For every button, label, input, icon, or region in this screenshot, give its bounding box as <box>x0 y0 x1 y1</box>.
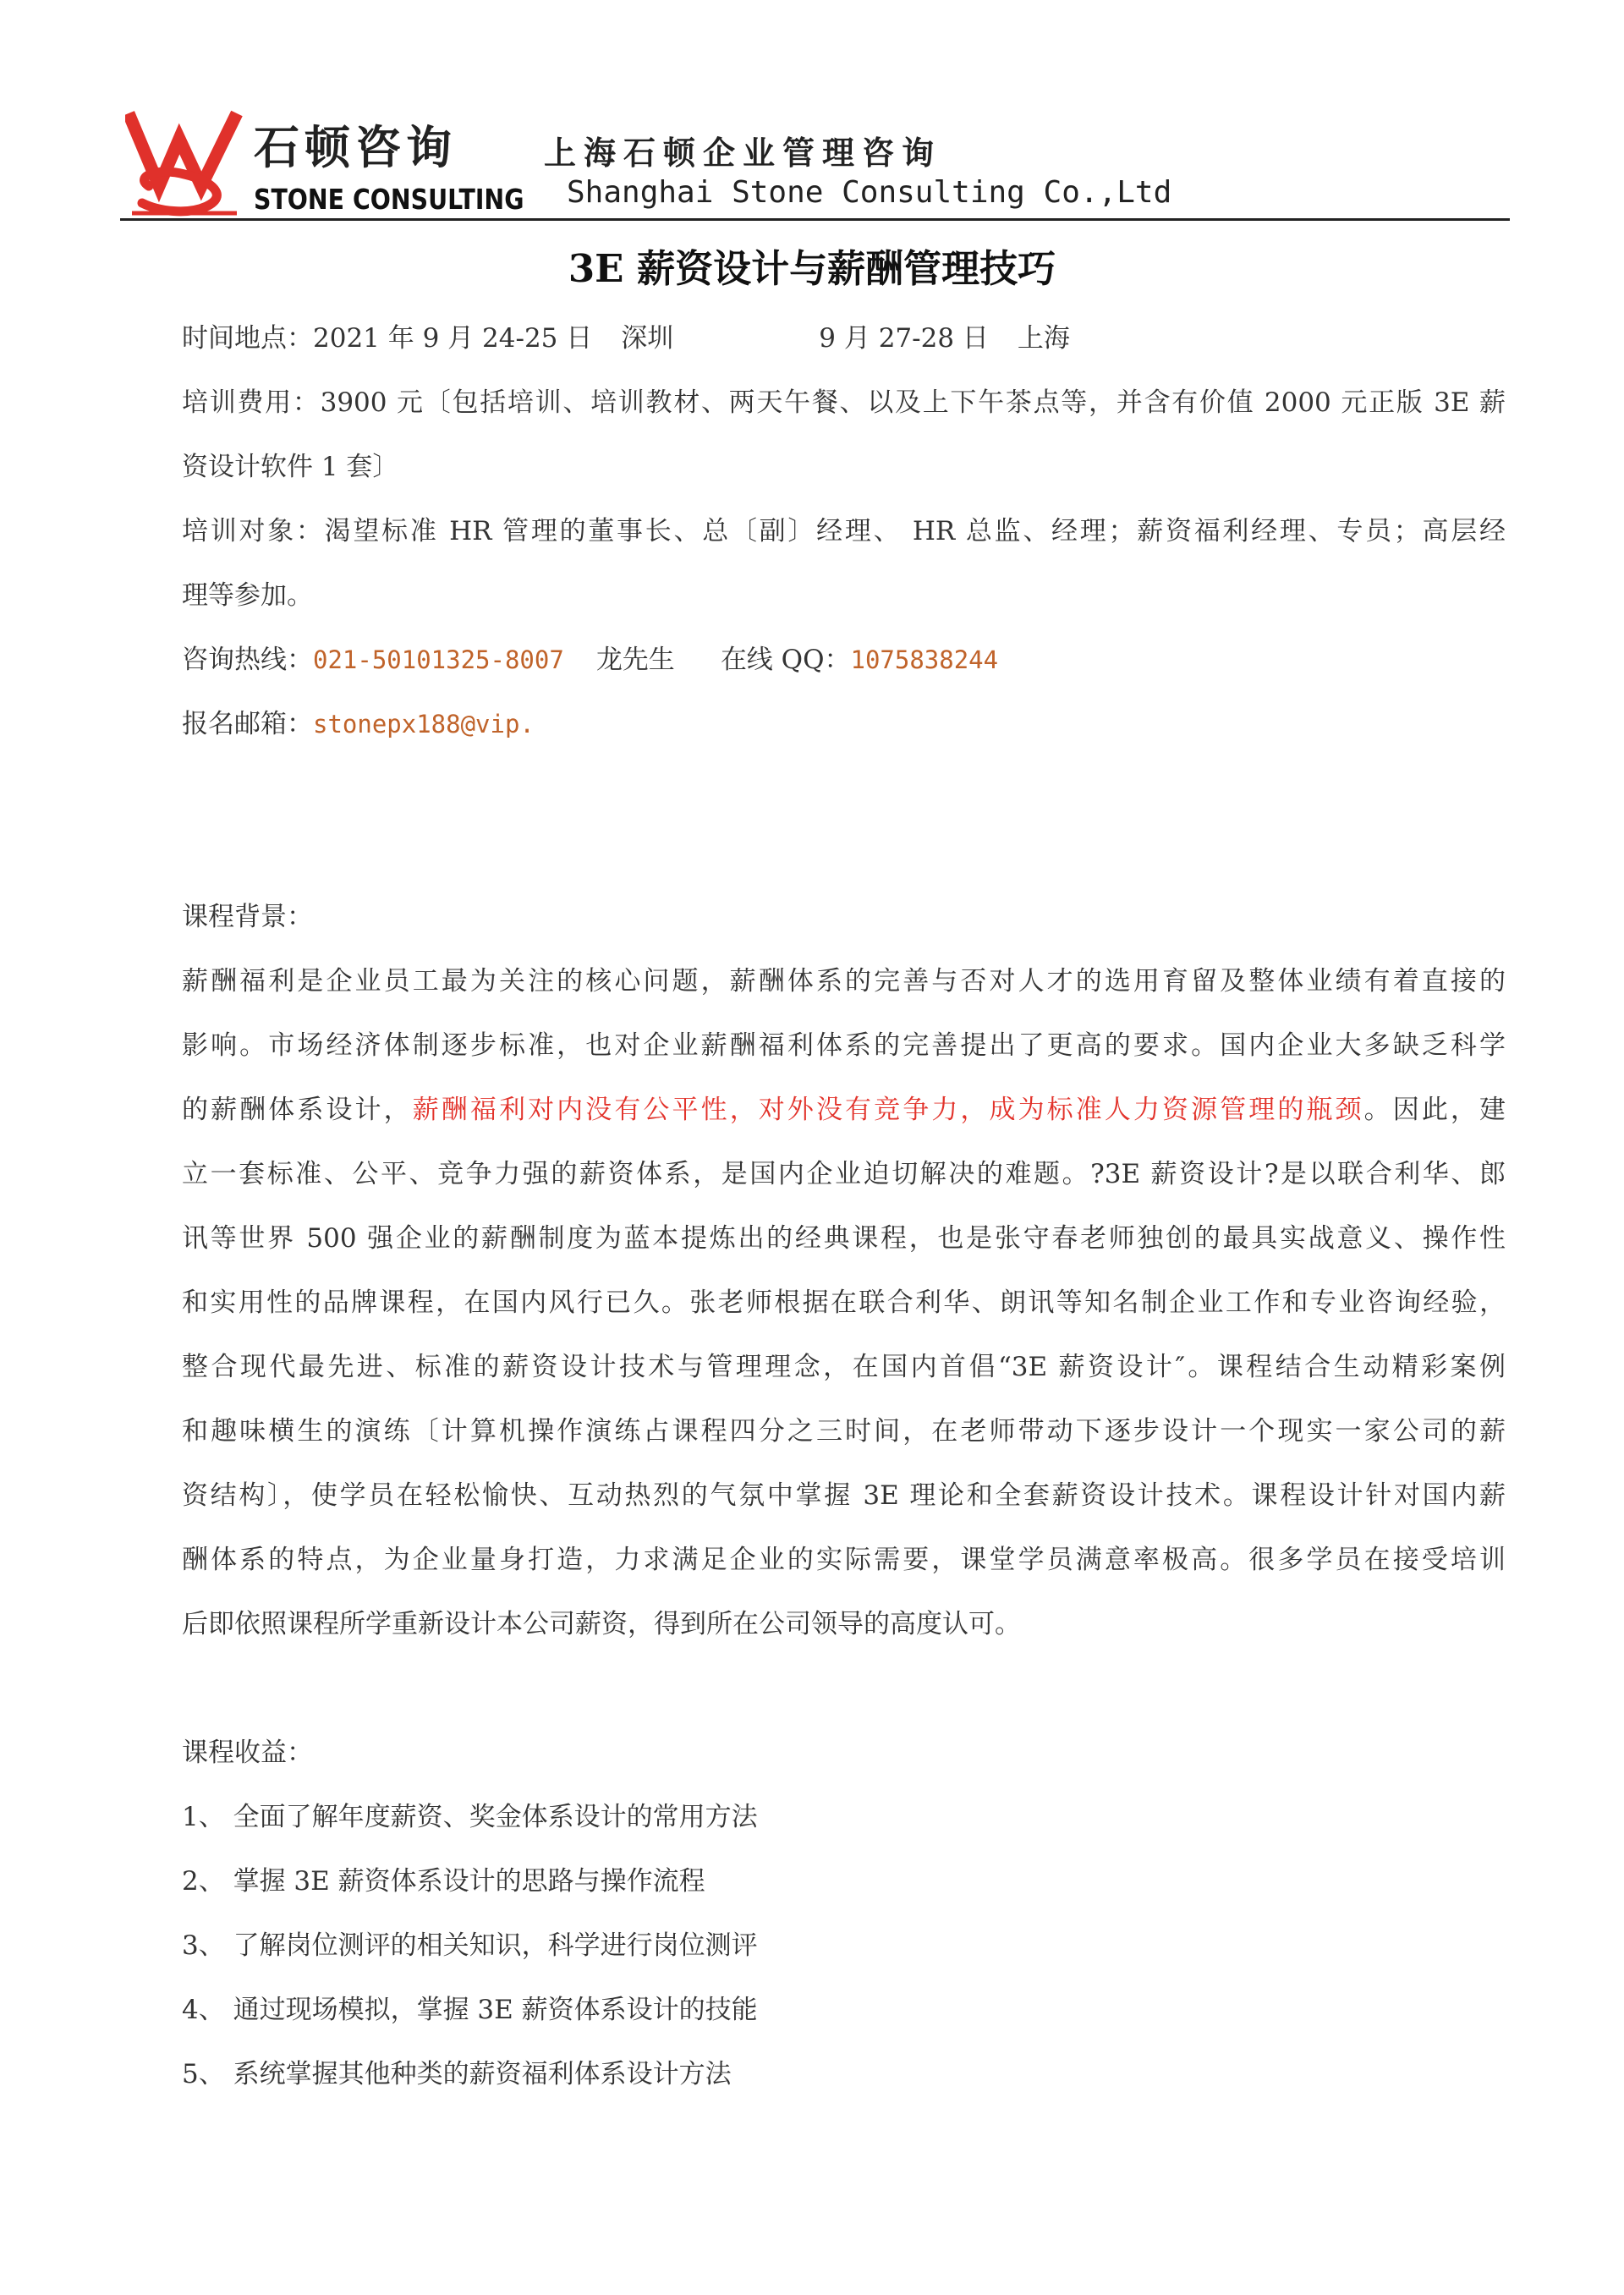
time-label: 时间地点： <box>182 323 313 354</box>
date-shenzhen: 2021 年 9 月 24-25 日 <box>313 323 593 354</box>
background-line-10: 酬体系的特点，为企业量身打造，力求满足企业的实际需要，课堂学员满意率极高。很多学员在接受培训 <box>182 1545 1506 1575</box>
background-line-3-end: 。因此，建 <box>1363 1095 1506 1125</box>
background-line-1: 薪酬福利是企业员工最为关注的核心问题，薪酬体系的完善与否对人才的选用育留及整体业绩有着直接的 <box>182 966 1506 997</box>
header-divider <box>120 218 1510 221</box>
background-heading: 课程背景： <box>182 902 313 932</box>
company-name-chinese: 上海石顿企业管理咨询 <box>544 134 942 172</box>
benefit-item: 5、 系统掌握其他种类的薪资福利体系设计方法 <box>182 2059 732 2089</box>
background-line-9: 资结构〕，使学员在轻松愉快、互动热烈的气氛中掌握 3E 理论和全套薪资设计技术。课程设计针对国内薪 <box>182 1480 1506 1511</box>
benefit-item: 3、 了解岗位测评的相关知识，科学进行岗位测评 <box>182 1930 758 1961</box>
fee-line-1: 培训费用：3900 元〔包括培训、培训教材、两天午餐、以及上下午茶点等，并含有价值 2000 元正版 3E 薪 <box>182 387 1506 418</box>
background-line-4: 立一套标准、公平、竞争力强的薪资体系，是国内企业迫切解决的难题。?3E 薪资设计?是以联合利华、郎 <box>182 1159 1506 1189</box>
background-line-11: 后即依照课程所学重新设计本公司薪资，得到所在公司领导的高度认可。 <box>182 1609 1021 1639</box>
company-logo-mark <box>125 108 244 220</box>
city-shanghai: 上海 <box>1017 323 1070 354</box>
hotline-line <box>182 643 998 677</box>
background-line-8: 和趣味横生的演练〔计算机操作演练占课程四分之三时间，在老师带动下逐步设计一个现实一家公司的薪 <box>182 1416 1506 1447</box>
email-label: 报名邮箱： <box>182 709 313 739</box>
background-highlight: 薪酬福利对内没有公平性，对外没有竞争力，成为标准人力资源管理的瓶颈 <box>412 1095 1364 1125</box>
target-line-2: 理等参加。 <box>182 580 313 611</box>
logo-chinese-name: 石顿咨询 <box>254 120 457 174</box>
target-line-1: 培训对象：渴望标准 HR 管理的董事长、总〔副〕经理、 HR 总监、经理；薪资福利经理、专员；高层经 <box>182 516 1506 546</box>
background-line-3 <box>182 1093 1506 1127</box>
fee-line-2: 资设计软件 1 套〕 <box>182 452 399 482</box>
benefit-item: 1、 全面了解年度薪资、奖金体系设计的常用方法 <box>182 1802 758 1832</box>
background-line-2: 影响。市场经济体制逐步标准，也对企业薪酬福利体系的完善提出了更高的要求。国内企业大多缺乏科学 <box>182 1030 1506 1061</box>
date-shanghai: 9 月 27-28 日 <box>819 323 989 354</box>
background-line-6: 和实用性的品牌课程，在国内风行已久。张老师根据在联合利华、朗讯等知名制企业工作和专业咨询经验， <box>182 1288 1506 1318</box>
qq-label: 在线 QQ： <box>720 645 851 675</box>
city-shenzhen: 深圳 <box>621 323 674 354</box>
logo-english-name: STONE CONSULTING <box>254 183 524 216</box>
benefit-item: 4、 通过现场模拟，掌握 3E 薪资体系设计的技能 <box>182 1995 758 2025</box>
background-line-7: 整合现代最先进、标准的薪资设计技术与管理理念，在国内首倡“3E 薪资设计″。课程结合生动精彩案例 <box>182 1352 1506 1382</box>
background-line-3-start: 的薪酬体系设计， <box>182 1095 413 1125</box>
time-location-line <box>182 321 1070 355</box>
email-link[interactable]: stonepx188@vip. <box>313 710 535 738</box>
background-line-5: 讯等世界 500 强企业的薪酬制度为蓝本提炼出的经典课程，也是张守春老师独创的最具实战意义、操作性 <box>182 1223 1506 1254</box>
benefit-item: 2、 掌握 3E 薪资体系设计的思路与操作流程 <box>182 1866 705 1897</box>
contact-name: 龙先生 <box>595 645 675 675</box>
email-line <box>182 707 535 741</box>
company-name-english: Shanghai Stone Consulting Co.,Ltd <box>567 175 1172 210</box>
document-title: 3E 薪资设计与薪酬管理技巧 <box>568 246 1056 291</box>
benefits-heading: 课程收益： <box>182 1738 313 1768</box>
hotline-number[interactable]: 021-50101325-8007 <box>313 645 564 674</box>
hotline-label: 咨询热线： <box>182 645 313 675</box>
qq-number[interactable]: 1075838244 <box>850 645 999 674</box>
